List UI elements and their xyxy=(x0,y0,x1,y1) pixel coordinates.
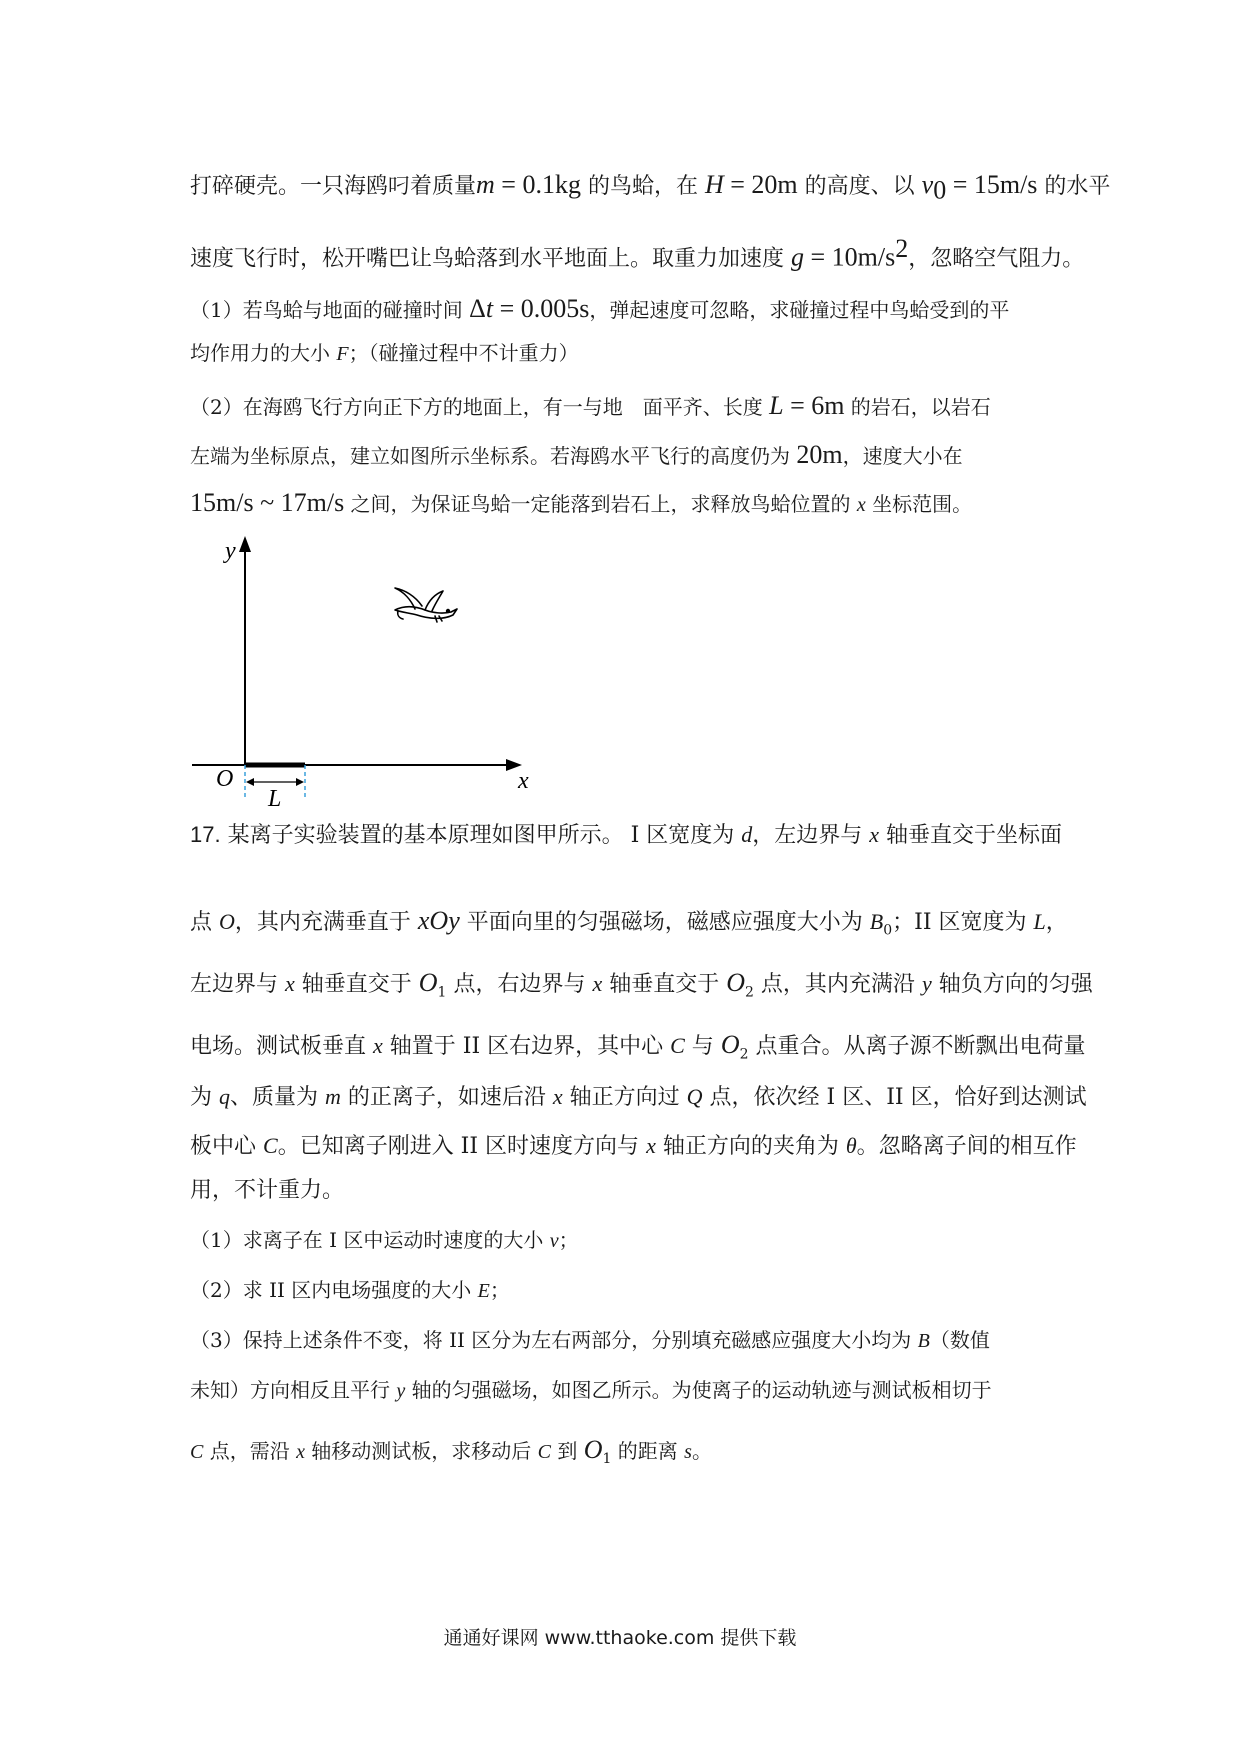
text: ；II 区宽度为 xyxy=(892,910,1034,935)
math-value: = 6m xyxy=(783,391,845,420)
text: 点，需沿 xyxy=(203,1439,297,1463)
text: ； xyxy=(489,1278,510,1302)
text: 轴的匀强磁场，如图乙所示。为使离子的运动轨迹与测试板相切于 xyxy=(405,1378,992,1402)
text: 左边界与 xyxy=(190,972,285,997)
math-var: O xyxy=(418,968,438,997)
math-var: q xyxy=(219,1084,230,1109)
text: 轴垂直交于坐标面 xyxy=(879,823,1063,848)
length-arrow-right-icon xyxy=(296,778,304,786)
text: 到 xyxy=(551,1439,584,1463)
text: 轴垂直交于 xyxy=(294,972,419,997)
math-var: x xyxy=(296,1441,305,1463)
text: 用，不计重力。 xyxy=(190,1178,345,1203)
text: 的高度、以 xyxy=(797,174,922,199)
text: （2）在海鸥飞行方向正下方的地面上，有一与地 面平齐、长度 xyxy=(190,395,770,419)
text: 点重合。从离子源不断飘出电荷量 xyxy=(748,1034,1086,1059)
text: 与 xyxy=(684,1034,721,1059)
p16-line-2 xyxy=(190,236,1084,270)
text: 轴负方向的匀强 xyxy=(931,972,1093,997)
math-var: x xyxy=(869,822,880,847)
p17-line-7 xyxy=(190,1180,344,1202)
math-value: = 20m xyxy=(723,170,798,199)
p17-line-1 xyxy=(190,824,1062,847)
text: 速度飞行时，松开嘴巴让鸟蛤落到水平地面上。取重力加速度 xyxy=(190,246,791,272)
text: ，其内充满垂直于 xyxy=(234,910,418,935)
math-var: B xyxy=(869,909,884,934)
text: （1）若鸟蛤与地面的碰撞时间 xyxy=(190,298,470,322)
seagull-icon xyxy=(395,588,457,622)
text: ，忽略空气阻力。 xyxy=(908,246,1085,272)
math-var: y xyxy=(396,1380,406,1402)
p16-q1-line-2 xyxy=(190,343,579,364)
math-var: s xyxy=(684,1441,692,1463)
x-axis-label: x xyxy=(518,768,529,794)
p17-q2 xyxy=(190,1280,510,1301)
math-value: = 0.005s xyxy=(493,294,590,323)
math-var: v xyxy=(549,1230,559,1252)
text: 点，右边界与 xyxy=(446,972,593,997)
text: 点 xyxy=(190,910,219,935)
math-var: C xyxy=(537,1441,552,1463)
text: 均作用力的大小 xyxy=(190,341,337,365)
p17-line-4 xyxy=(190,1032,1086,1061)
text: 之间，为保证鸟蛤一定能落到岩石上，求释放鸟蛤位置的 xyxy=(344,492,857,516)
text: 的水平 xyxy=(1037,174,1111,199)
math-value: 20m xyxy=(796,440,843,469)
text: 未知）方向相反且平行 xyxy=(190,1378,397,1402)
math-var: E xyxy=(477,1280,490,1302)
p17-line-6 xyxy=(190,1135,1077,1158)
text: 点，依次经 I 区、II 区，恰好到达测试 xyxy=(702,1085,1087,1110)
text: 点，其内充满沿 xyxy=(753,972,922,997)
text: 、质量为 xyxy=(230,1085,325,1110)
text: 轴移动测试板，求移动后 xyxy=(304,1439,538,1463)
coordinate-figure xyxy=(180,530,550,810)
p16-line-1 xyxy=(190,172,1110,203)
math-var: t xyxy=(485,294,494,323)
math-var: C xyxy=(263,1133,278,1158)
math-var: x xyxy=(856,494,866,516)
math-var: x xyxy=(592,971,603,996)
text: 。 xyxy=(691,1439,712,1463)
text: 的正离子，如速后沿 xyxy=(340,1085,553,1110)
math-var: O xyxy=(720,1030,740,1059)
p17-q1 xyxy=(190,1230,579,1251)
math-var: L xyxy=(1033,909,1046,934)
p17-q3-line-2 xyxy=(190,1380,992,1401)
math-symbol: Δ xyxy=(469,294,486,323)
math-var: m xyxy=(476,170,495,199)
math-var: x xyxy=(285,971,295,996)
origin-label: O xyxy=(216,766,234,792)
p16-q1-line-1 xyxy=(190,296,1009,322)
text: 平面向里的匀强磁场，磁感应强度大小为 xyxy=(459,910,870,935)
math-var: H xyxy=(704,170,724,199)
math-var: d xyxy=(741,822,753,847)
p16-q2-line-1 xyxy=(190,393,991,419)
math-var: x xyxy=(646,1133,656,1158)
text: 某离子实验装置的基本原理如图甲所示。 I 区宽度为 xyxy=(220,823,742,848)
math-var: F xyxy=(336,343,349,365)
math-var: xOy xyxy=(417,906,460,935)
math-var: C xyxy=(670,1033,685,1058)
math-var: g xyxy=(791,242,804,272)
text: （1）求离子在 I 区中运动时速度的大小 xyxy=(190,1228,550,1252)
subscript: 0 xyxy=(883,922,893,939)
math-var: m xyxy=(325,1084,341,1109)
superscript: 2 xyxy=(895,234,909,263)
text: 。已知离子刚进入 II 区时速度方向与 xyxy=(277,1134,647,1159)
math-value: = 15m/s xyxy=(946,170,1038,199)
text: 的鸟蛤，在 xyxy=(580,174,705,199)
p16-q2-line-2 xyxy=(190,442,963,468)
text: （2）求 II 区内电场强度的大小 xyxy=(190,1278,478,1302)
length-label: L xyxy=(268,786,282,810)
p17-q3-line-1 xyxy=(190,1330,990,1351)
p17-line-2 xyxy=(190,908,1068,937)
math-var: x xyxy=(373,1033,383,1058)
y-axis-label: y xyxy=(225,538,236,564)
text: ，速度大小在 xyxy=(842,444,963,468)
text: 的距离 xyxy=(611,1439,685,1463)
math-var: v xyxy=(921,170,934,199)
p17-line-5 xyxy=(190,1086,1087,1109)
math-var: O xyxy=(726,968,746,997)
math-var: Q xyxy=(686,1084,703,1109)
footer-source: 通通好课网 www.tthaoke.com 提供下载 xyxy=(443,1627,797,1649)
math-value: 15m/s ~ 17m/s xyxy=(190,488,345,517)
text: 打碎硬壳。一只海鸥叼着质量 xyxy=(190,174,477,199)
text: 轴正方向过 xyxy=(562,1085,687,1110)
text: 板中心 xyxy=(190,1134,263,1159)
text: 轴置于 II 区右边界，其中心 xyxy=(382,1034,671,1059)
text: ； xyxy=(558,1228,579,1252)
subscript: 1 xyxy=(437,984,447,1001)
text: （3）保持上述条件不变，将 II 区分为左右两部分，分别填充磁感应强度大小均为 xyxy=(190,1328,918,1352)
math-var: C xyxy=(190,1441,204,1463)
text: 左端为坐标原点，建立如图所示坐标系。若海鸥水平飞行的高度仍为 xyxy=(190,444,797,468)
text: ；（碰撞过程中不计重力） xyxy=(348,341,579,365)
math-var: θ xyxy=(845,1133,857,1158)
p17-q3-line-3 xyxy=(190,1437,712,1466)
subscript: 1 xyxy=(602,1451,612,1467)
text: 的岩石，以岩石 xyxy=(844,395,991,419)
text: ，左边界与 xyxy=(752,823,870,848)
subscript: 2 xyxy=(745,984,754,1001)
subscript: 0 xyxy=(933,175,947,205)
text: ， xyxy=(1045,910,1068,935)
subscript: 2 xyxy=(739,1046,749,1063)
math-var: O xyxy=(219,909,235,934)
text: 轴正方向的夹角为 xyxy=(655,1134,846,1159)
p16-q2-line-3 xyxy=(190,490,972,516)
text: （数值 xyxy=(929,1328,990,1352)
math-var: O xyxy=(583,1435,603,1464)
math-var: x xyxy=(552,1084,563,1109)
math-value: = 10m/s xyxy=(804,242,896,272)
y-arrow-icon xyxy=(239,536,251,552)
length-arrow-left-icon xyxy=(246,778,254,786)
p17-line-3 xyxy=(190,970,1093,999)
question-number: 17. xyxy=(190,822,221,847)
text: 电场。测试板垂直 xyxy=(190,1034,373,1059)
math-var: L xyxy=(769,391,784,420)
text: ，弹起速度可忽略，求碰撞过程中鸟蛤受到的平 xyxy=(589,298,1010,322)
text: 。忽略离子间的相互作 xyxy=(856,1134,1077,1159)
math-value: = 0.1kg xyxy=(494,170,581,199)
text: 轴垂直交于 xyxy=(602,972,727,997)
text: 坐标范围。 xyxy=(865,492,973,516)
text: 为 xyxy=(190,1085,219,1110)
math-var: y xyxy=(921,971,932,996)
math-var: B xyxy=(917,1330,930,1352)
